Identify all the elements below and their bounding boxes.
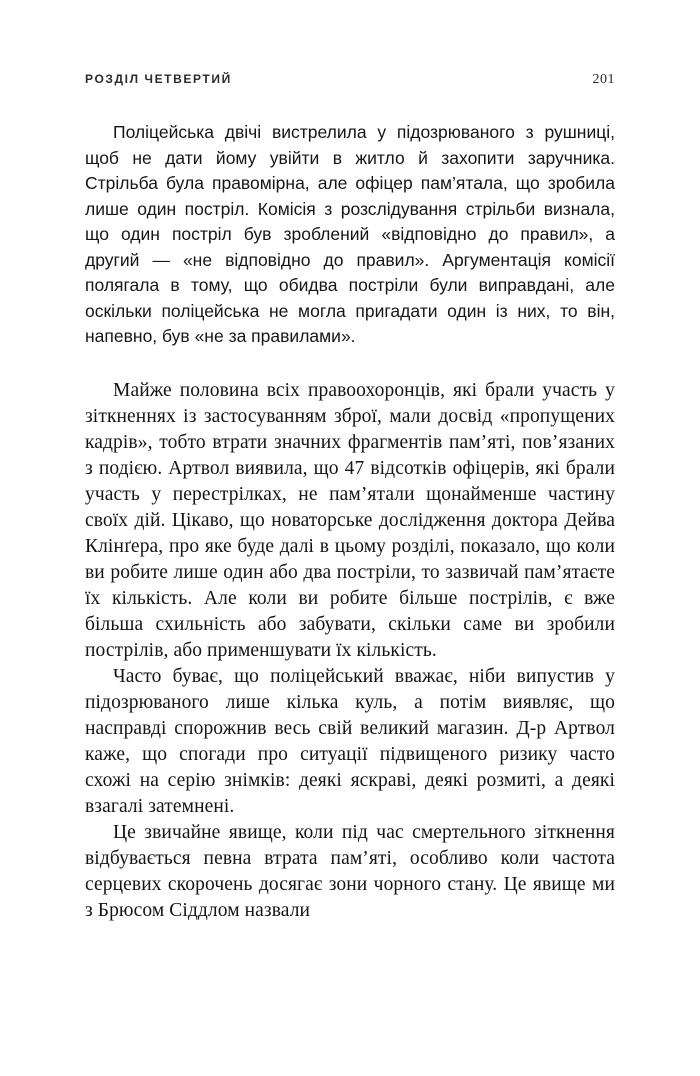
text-paragraph: Часто буває, що поліцейський вважає, ніби випустив у підозрюваного лише кілька куль, а потім виявляє, що насправді спорожнив весь свій великий магазин. Д-р Артвол каже, що спогади про ситуації підвищеного ризику часто схожі на серію знімків: деякі яскраві, деякі розмиті, а деякі взагалі затемнені. [85, 665, 615, 817]
text-paragraph: Майже половина всіх правоохоронців, які брали участь у зіткненнях із застосуванням зброї, мали досвід «пропущених кадрів», тобто втрати значних фрагментів пам’яті, пов’язаних з подією. Артвол виявила, що 47 відсотків офіцерів, які брали участь у перестрілках, не пам’ятали щонайменше частину своїх дій. Цікаво, що новаторське дослідження доктора Дейва Клінґера, про яке буде далі в цьому розділі, показало, що коли ви робите лише один або два постріли, то зазвичай пам’ятаєте їх кількість. Але коли ви робите більше пострілів, є вже більша схильність або забувати, скільки саме ви зробили пострілів, або применшувати їх кількість. [85, 379, 615, 661]
excerpt-paragraph: Поліцейська двічі вистрелила у підозрюваного з рушниці, щоб не дати йому увійти в житло й захопити заручника. Стрільба була правомірна, але офіцер пам’ятала, що зробила лише один постріл. Комісія з розслідування стрільби визнала, що один постріл був зроблений «відповідно до правил», а другий — «не відповідно до правил». Аргументація комісії полягала в тому, що обидва постріли були виправдані, але оскільки поліцейська не могла пригадати один із них, то він, напевно, був «не за правилами». [85, 122, 615, 346]
page-number: 201 [592, 72, 615, 87]
running-head [85, 72, 615, 88]
text-paragraph: Це звичайне явище, коли під час смертельного зіткнення відбувається певна втрата пам’яті, особливо коли частота серцевих скорочень досягає зони чорного стану. Це явище ми з Брюсом Сіддлом назвали [85, 821, 615, 921]
chapter-title: РОЗДІЛ ЧЕТВЕРТИЙ [85, 72, 232, 86]
body-text [85, 120, 615, 924]
